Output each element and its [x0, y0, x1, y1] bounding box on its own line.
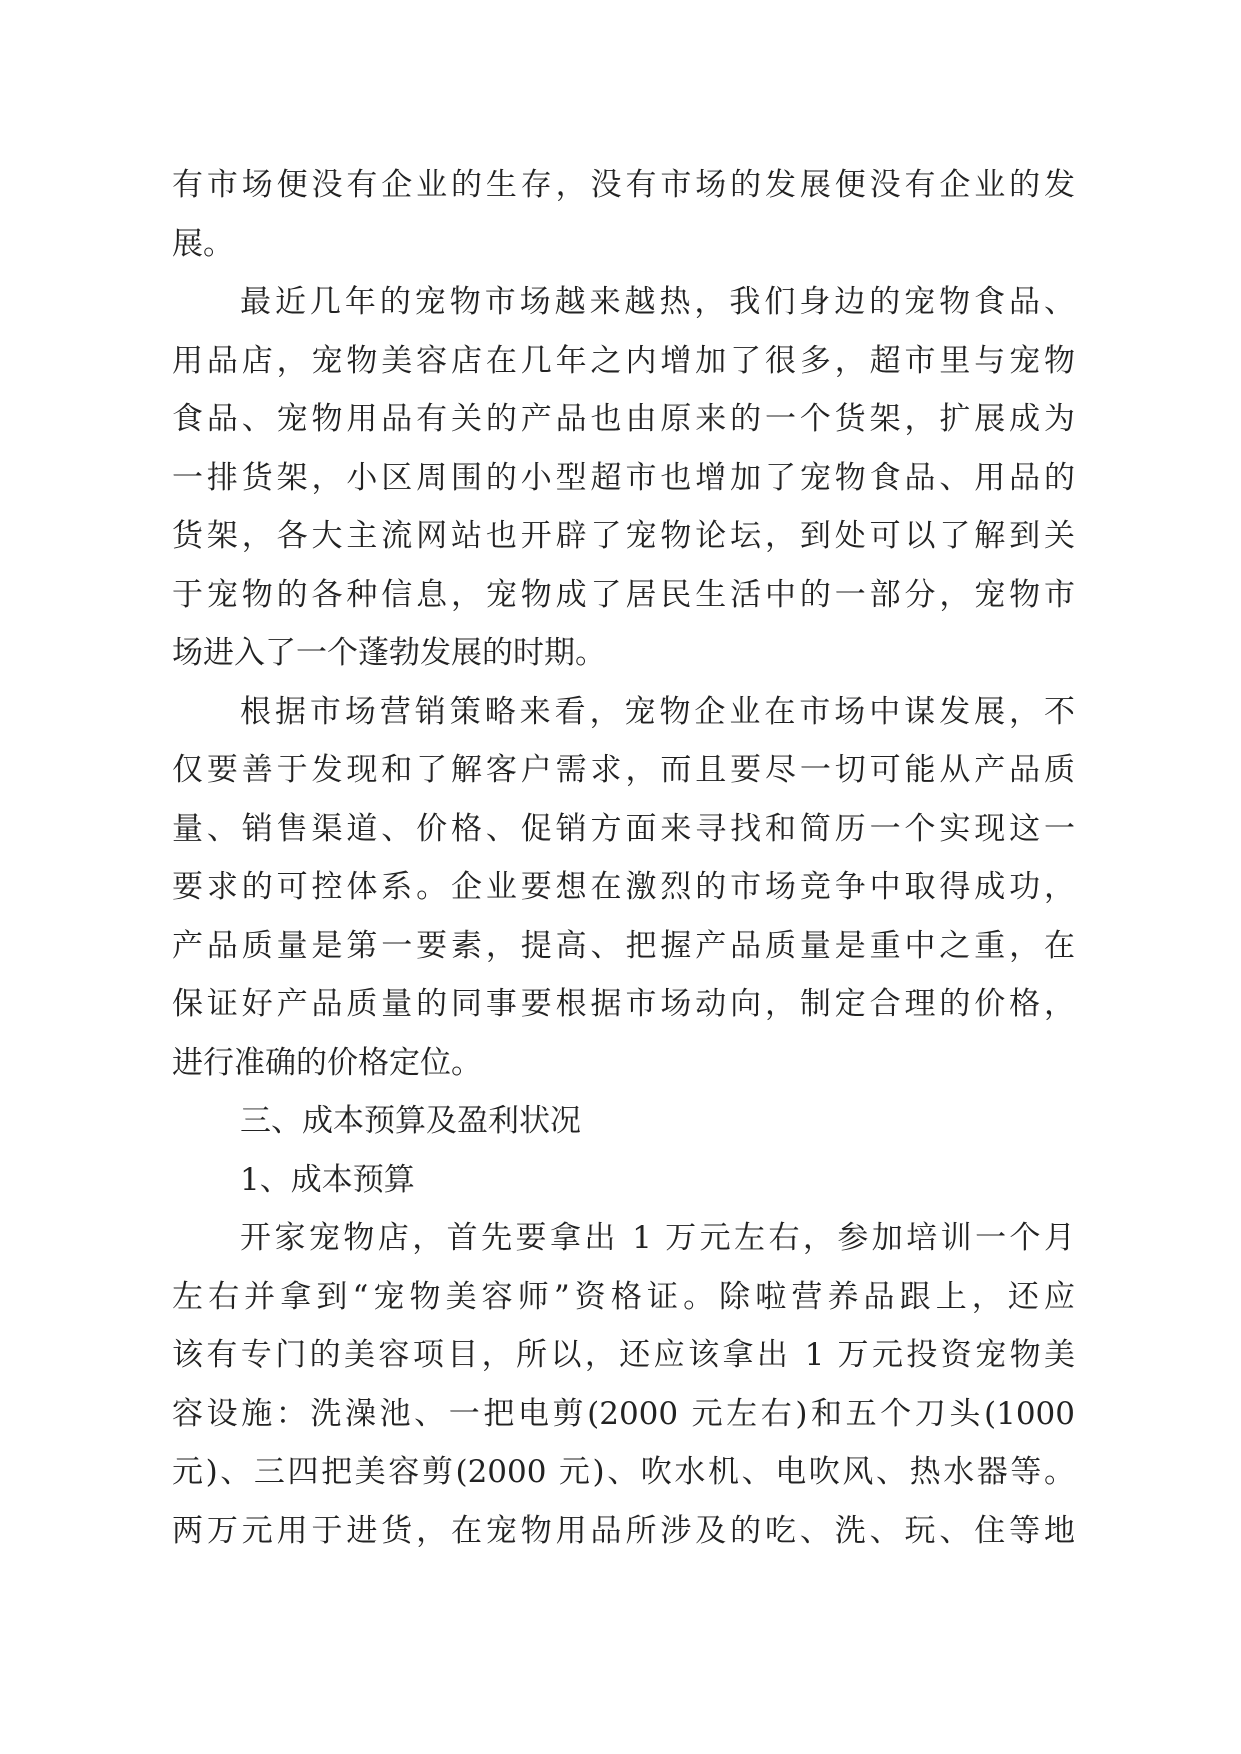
- subsection-heading: 1、成本预算: [240, 1161, 415, 1198]
- paragraph-line: 左右并拿到“宠物美容师”资格证。除啦营养品跟上，还应: [172, 1278, 1075, 1315]
- paragraph-marketing-strategy: [172, 683, 1075, 1093]
- paragraph-line: 一排货架，小区周围的小型超市也增加了宠物食品、用品的: [172, 459, 1075, 496]
- paragraph-line: 用品店，宠物美容店在几年之内增加了很多，超市里与宠物: [172, 342, 1075, 379]
- section-heading: 三、成本预算及盈利状况: [240, 1103, 581, 1139]
- document-body: [172, 156, 1075, 1560]
- paragraph-line: 要求的可控体系。企业要想在激烈的市场竞争中取得成功，: [172, 869, 1075, 905]
- paragraph-line: 保证好产品质量的同事要根据市场动向，制定合理的价格，: [172, 986, 1075, 1022]
- paragraph-continuation: [172, 156, 1075, 273]
- paragraph-line: 最近几年的宠物市场越来越热，我们身边的宠物食品、: [240, 284, 1075, 320]
- paragraph-line: 有市场便没有企业的生存，没有市场的发展便没有企业的发: [172, 167, 1075, 203]
- paragraph-line: 容设施：洗澡池、一把电剪(2000 元左右)和五个刀头(1000: [172, 1395, 1075, 1432]
- paragraph-line: 进行准确的价格定位。: [172, 1044, 482, 1081]
- paragraph-line: 该有专门的美容项目，所以，还应该拿出 1 万元投资宠物美: [172, 1337, 1075, 1373]
- paragraph-line: 食品、宠物用品有关的产品也由原来的一个货架，扩展成为: [172, 401, 1075, 437]
- paragraph-line: 仅要善于发现和了解客户需求，而且要尽一切可能从产品质: [172, 752, 1075, 788]
- paragraph-line: 产品质量是第一要素，提高、把握产品质量是重中之重，在: [172, 927, 1075, 964]
- paragraph-line: 展。: [172, 225, 234, 262]
- paragraph-line: 量、销售渠道、价格、促销方面来寻找和简历一个实现这一: [172, 810, 1075, 847]
- paragraph-cost-budget: [172, 1209, 1075, 1560]
- paragraph-line: 元)、三四把美容剪(2000 元)、吹水机、电吹风、热水器等。: [172, 1454, 1075, 1490]
- paragraph-line: 场进入了一个蓬勃发展的时期。: [172, 635, 606, 671]
- paragraph-line: 两万元用于进货，在宠物用品所涉及的吃、洗、玩、住等地: [172, 1512, 1075, 1549]
- paragraph-line: 根据市场营销策略来看，宠物企业在市场中谋发展，不: [240, 693, 1075, 730]
- paragraph-pet-market-trend: [172, 273, 1075, 683]
- paragraph-line: 货架，各大主流网站也开辟了宠物论坛，到处可以了解到关: [172, 518, 1075, 554]
- paragraph-line: 开家宠物店，首先要拿出 1 万元左右，参加培训一个月: [240, 1220, 1075, 1256]
- paragraph-line: 于宠物的各种信息，宠物成了居民生活中的一部分，宠物市: [172, 576, 1075, 613]
